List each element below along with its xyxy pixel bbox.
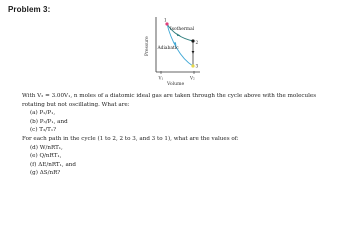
question-b: (b) P₃/P₁, and [30,118,68,125]
paths-intro: For each path in the cycle (1 to 2, 2 to 3, and 3 to 1), what are the values of: [22,135,239,142]
intro-line-2: rotating but not oscillating. What are: [22,101,130,108]
state-point-1 [165,22,168,25]
x-axis-label: Volume [167,82,185,87]
problem-text [22,92,342,178]
point-label-3: 3 [195,63,199,69]
adiabatic-label: Adiabatic [157,46,179,51]
isochoric-arrow-icon [192,51,195,54]
problem-title: Problem 3: [8,5,51,14]
question-g: (g) ΔS/nR? [30,170,61,177]
question-a: (a) P₂/P₁, [30,110,56,117]
v2-tick-label: V₂ [190,75,195,81]
isothermal-label: Isothermal [170,27,195,32]
state-point-2 [191,39,194,42]
question-f: (f) ΔE/nRT₁, and [30,161,76,168]
y-axis-label: Pressure [145,36,150,56]
v1-tick-label: V₁ [158,75,164,81]
point-label-1: 1 [164,17,167,23]
point-label-2: 2 [195,40,199,45]
state-point-3 [191,64,194,67]
intro-line-1: With V₂ = 3.00V₁, n moles of a diatomic ideal gas are taken through the cycle above with the molecules [22,93,317,99]
question-c: (c) T₃/T₁? [30,127,57,134]
question-e: (e) Q/nRT₁, [30,153,62,160]
question-d: (d) W/nRT₁, [30,144,63,151]
